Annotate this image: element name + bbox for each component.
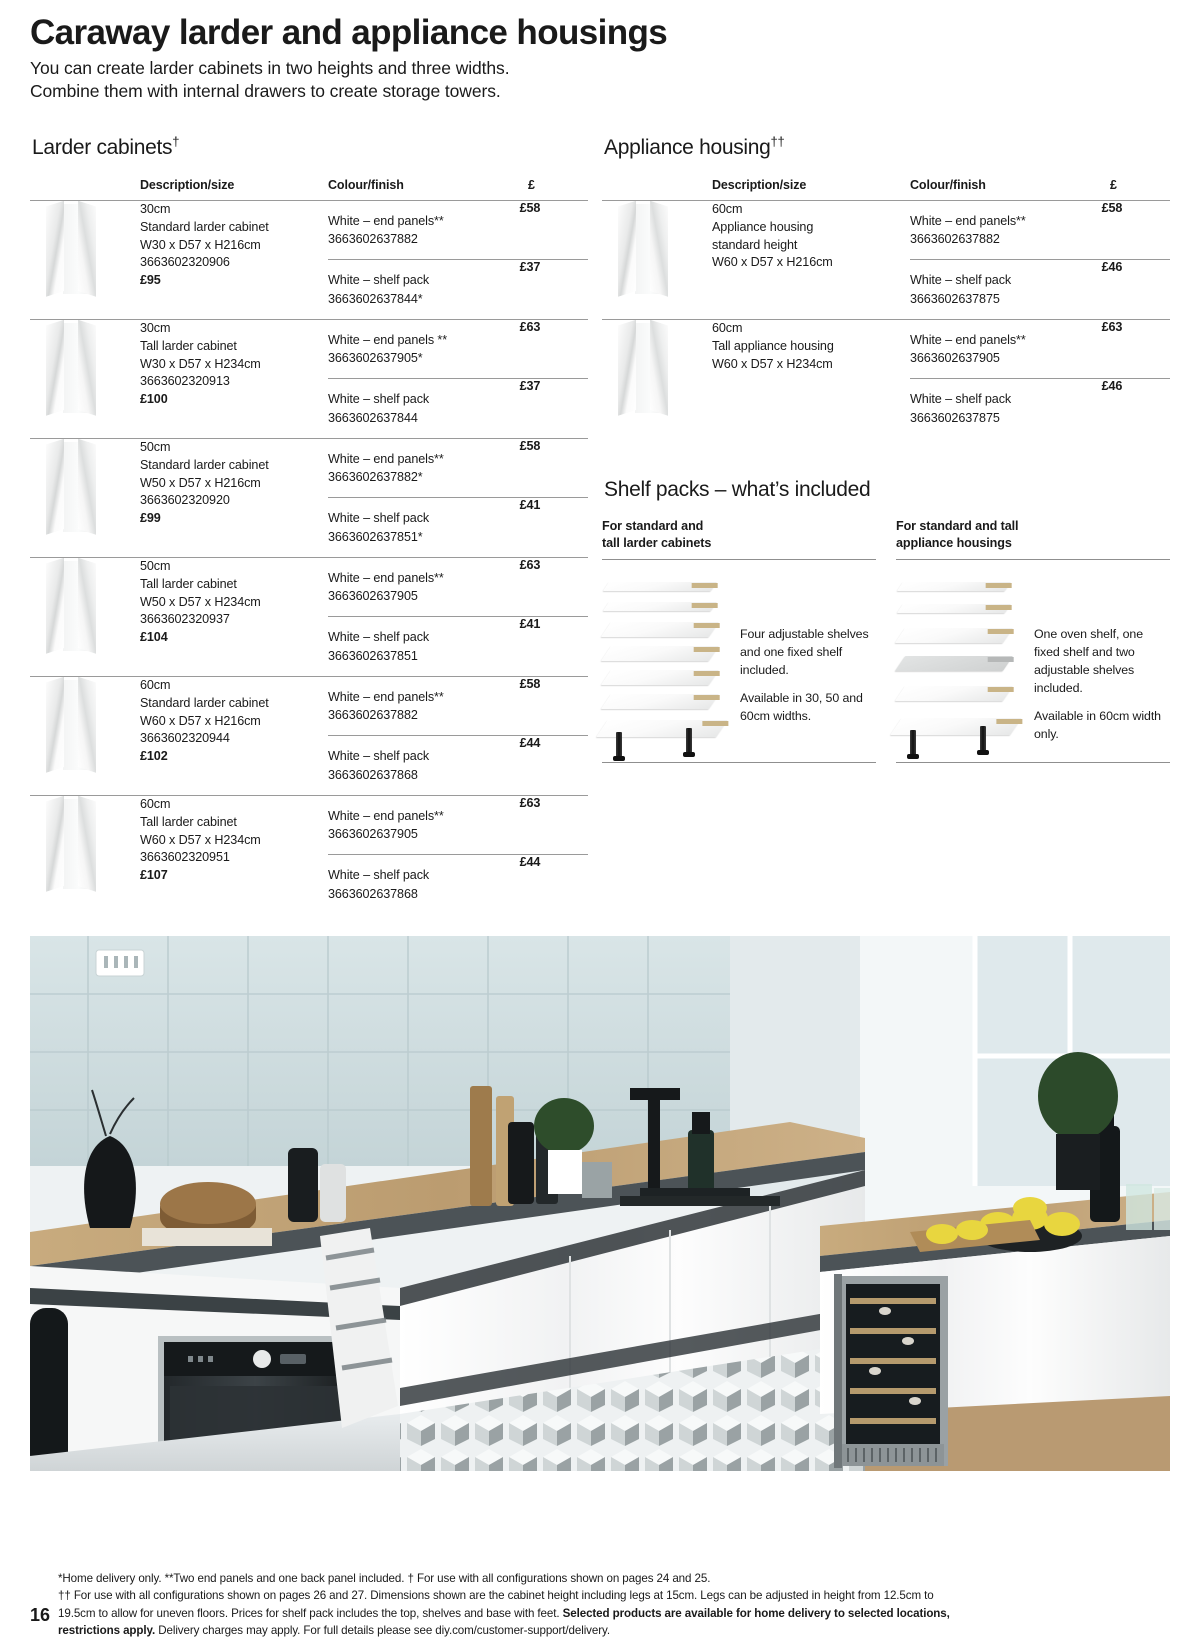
product-name: Appliance housing — [712, 219, 814, 234]
option-price: £44 — [520, 855, 588, 914]
product-price: £107 — [140, 868, 168, 883]
option-colour: White – end panels** — [328, 451, 444, 466]
product-size: 60cm — [140, 796, 171, 811]
option-price: £46 — [1102, 379, 1170, 438]
appliance-col-price: £ — [1110, 177, 1117, 192]
footnote-line-2: †† For use with all configurations shown on pages 26 and 27. Dimensions shown are the cabinet height including legs at 15cm. Legs can be adjusted in height from 12.5cm to — [58, 1589, 934, 1603]
option-colour: White – shelf pack — [328, 511, 430, 526]
product-dimensions: W50 x D57 x H234cm — [140, 594, 261, 609]
larder-column — [30, 134, 588, 914]
appliance-table-body — [602, 200, 1170, 438]
product-code: 3663602320920 — [140, 493, 230, 508]
row-thumbnail-cell — [30, 795, 140, 914]
option-price: £37 — [520, 260, 588, 319]
row-options-cell — [328, 795, 588, 914]
product-price: £95 — [140, 273, 161, 288]
product-options — [328, 558, 588, 676]
option-colour-cell — [328, 439, 520, 498]
product-option-row — [328, 379, 588, 438]
product-dimensions: W60 x D57 x H216cm — [140, 713, 261, 728]
larder-table — [30, 178, 588, 914]
shelf-pack-larder-text-2: Available in 30, 50 and 60cm widths. — [740, 690, 863, 723]
row-description-cell — [140, 676, 328, 795]
option-colour-cell — [910, 379, 1102, 438]
product-dimensions: W50 x D57 x H216cm — [140, 475, 261, 490]
option-price: £46 — [1102, 260, 1170, 319]
option-code: 3663602637851 — [328, 648, 418, 663]
product-option-row — [328, 439, 588, 498]
product-options — [910, 201, 1170, 319]
cabinet-end-panel-left — [46, 558, 64, 654]
option-code: 3663602637882 — [328, 708, 418, 722]
kitchen-lifestyle-photo — [30, 936, 1170, 1471]
product-name: Tall larder cabinet — [140, 338, 237, 353]
product-size: 30cm — [140, 320, 171, 335]
kitchen-photo-illustration — [30, 936, 1170, 1471]
product-code: 3663602320937 — [140, 612, 230, 627]
option-code: 3663602637882 — [910, 232, 1000, 246]
shelf-leg-icon — [686, 728, 692, 754]
cabinet-end-panel-left — [618, 201, 636, 297]
cabinet-end-panel-right — [78, 677, 96, 773]
product-dimensions: W30 x D57 x H216cm — [140, 237, 261, 252]
cabinet-end-panel-left — [46, 201, 64, 297]
table-row — [30, 438, 588, 557]
option-code: 3663602637905 — [910, 351, 1000, 365]
larder-table-body — [30, 200, 588, 914]
product-option-row — [328, 558, 588, 617]
product-option-row — [910, 379, 1170, 438]
product-size: 50cm — [140, 439, 171, 454]
shelf-pack-appliance-body — [896, 560, 1170, 756]
product-dimensions: W60 x D57 x H234cm — [712, 356, 833, 371]
row-description-cell — [140, 319, 328, 438]
product-options — [328, 201, 588, 319]
product-name: Standard larder cabinet — [140, 219, 269, 234]
product-size: 30cm — [140, 201, 171, 216]
product-price: £104 — [140, 630, 168, 645]
row-options-cell — [328, 557, 588, 676]
option-code: 3663602637882* — [328, 470, 423, 484]
shelf-leg-icon — [980, 726, 986, 752]
row-thumbnail-cell — [602, 319, 712, 438]
option-colour: White – shelf pack — [328, 392, 430, 407]
option-price: £58 — [519, 676, 541, 691]
page-title: Caraway larder and appliance housings — [30, 13, 668, 52]
shelf-pack-larder-text-1: Four adjustable shelves and one fixed shelf included. — [740, 626, 869, 677]
row-description-cell — [712, 319, 910, 438]
product-code: 3663602320951 — [140, 850, 230, 865]
oven-shelf-icon — [895, 656, 1013, 671]
appliance-section-title-text: Appliance housing — [604, 135, 771, 159]
catalogue-page — [0, 14, 1200, 1652]
cabinet-end-panels-thumbnail — [44, 439, 108, 535]
cabinet-end-panel-left — [46, 796, 64, 892]
product-option-row — [910, 201, 1170, 260]
row-options-cell — [910, 200, 1170, 319]
row-options-cell — [910, 319, 1170, 438]
option-colour: White – end panels ** — [328, 332, 448, 347]
cabinet-end-panels-thumbnail — [44, 796, 108, 892]
row-options-cell — [328, 438, 588, 557]
option-colour-cell — [328, 320, 520, 379]
row-description-cell — [140, 795, 328, 914]
content-columns — [30, 134, 1170, 914]
appliance-table — [602, 178, 1170, 438]
option-code: 3663602637868 — [328, 767, 418, 782]
option-colour-cell — [910, 201, 1102, 260]
product-options — [328, 439, 588, 557]
larder-section-title-text: Larder cabinets — [32, 135, 173, 159]
page-intro-line-2: Combine them with internal drawers to create storage towers. — [30, 81, 501, 102]
product-name: Tall larder cabinet — [140, 576, 237, 591]
shelf-pack-appliance — [896, 518, 1170, 763]
option-colour: White – shelf pack — [328, 749, 430, 764]
shelf-pack-larder-title-line-2: tall larder cabinets — [602, 535, 712, 550]
option-colour-cell — [328, 855, 520, 914]
footnote-line-1: *Home delivery only. **Two end panels and one back panel included. † For use with all configurations shown on pages 24 and 25. — [58, 1571, 711, 1585]
shelf-stack-illustration-larder — [602, 576, 734, 756]
shelf-pack-appliance-text-1: One oven shelf, one fixed shelf and two adjustable shelves included. — [1034, 626, 1144, 695]
shelf-pack-larder-title-line-1: For standard and — [602, 518, 704, 533]
footnote-line-3-plain: 19.5cm to allow for uneven floors. Prices for shelf pack includes the top, shelves and base with feet. — [58, 1606, 563, 1620]
larder-col-price: £ — [528, 177, 535, 192]
cabinet-end-panel-right — [78, 558, 96, 654]
table-row — [30, 319, 588, 438]
product-option-row — [328, 617, 588, 676]
option-price: £37 — [520, 379, 588, 438]
option-colour-cell — [328, 379, 520, 438]
row-thumbnail-cell — [602, 200, 712, 319]
option-code: 3663602637905* — [328, 351, 423, 365]
product-options — [328, 320, 588, 438]
option-code: 3663602637882 — [328, 232, 418, 246]
shelf-pack-appliance-rule — [896, 762, 1170, 763]
larder-col-thumb — [30, 178, 140, 201]
option-price: £58 — [519, 438, 541, 453]
shelf-pack-larder-body — [602, 560, 876, 756]
option-price: £44 — [520, 736, 588, 795]
row-thumbnail-cell — [30, 200, 140, 319]
row-description-cell — [140, 200, 328, 319]
cabinet-end-panels-thumbnail — [44, 320, 108, 416]
shelf-pack-appliance-title-line-2: appliance housings — [896, 535, 1012, 550]
appliance-header-row — [602, 178, 1170, 201]
product-option-row — [328, 677, 588, 736]
option-colour: White – end panels** — [910, 332, 1026, 347]
cabinet-end-panels-thumbnail — [616, 201, 680, 297]
cabinet-end-panel-right — [78, 796, 96, 892]
product-name: Standard larder cabinet — [140, 695, 269, 710]
shelf-pack-larder-title — [602, 518, 876, 560]
row-options-cell — [328, 200, 588, 319]
option-colour: White – shelf pack — [328, 630, 430, 645]
option-price: £58 — [519, 200, 541, 215]
row-thumbnail-cell — [30, 319, 140, 438]
row-description-cell — [712, 200, 910, 319]
footnotes — [30, 1570, 1180, 1640]
appliance-section-title — [604, 134, 1170, 160]
row-description-cell — [140, 438, 328, 557]
option-colour-cell — [328, 796, 520, 855]
option-colour: White – shelf pack — [328, 868, 430, 883]
product-option-row — [910, 260, 1170, 319]
product-code: 3663602320906 — [140, 255, 230, 270]
footnote-line-3 — [58, 1605, 1180, 1623]
footnote-line-4-plain: Delivery charges may apply. For full details please see diy.com/customer-support/delivery. — [155, 1624, 610, 1638]
product-size: 60cm — [712, 201, 743, 216]
cabinet-end-panel-right — [78, 439, 96, 535]
shelf-packs-columns — [602, 518, 1170, 763]
footnote-line-3-bold: Selected products are available for home delivery to selected locations, — [562, 1606, 950, 1620]
appliance-col-description: Description/size — [712, 177, 807, 192]
appliance-col-colour: Colour/finish — [910, 177, 986, 192]
product-options — [328, 677, 588, 795]
cabinet-end-panel-right — [78, 201, 96, 297]
option-code: 3663602637905 — [328, 827, 418, 841]
appliance-column — [602, 134, 1170, 914]
cabinet-end-panel-right — [650, 201, 668, 297]
shelf-pack-appliance-text — [1034, 576, 1170, 756]
option-code: 3663602637868 — [328, 886, 418, 901]
option-colour: White – end panels** — [328, 570, 444, 585]
product-option-row — [328, 736, 588, 795]
larder-table-head — [30, 178, 588, 201]
row-thumbnail-cell — [30, 676, 140, 795]
product-options — [328, 796, 588, 914]
product-name: Tall larder cabinet — [140, 814, 237, 829]
product-price: £99 — [140, 511, 161, 526]
product-size: 60cm — [712, 320, 743, 335]
product-dimensions: W30 x D57 x H234cm — [140, 356, 261, 371]
product-size: 50cm — [140, 558, 171, 573]
option-price: £41 — [520, 617, 588, 676]
option-colour: White – end panels** — [910, 213, 1026, 228]
option-colour: White – end panels** — [328, 808, 444, 823]
option-colour: White – end panels** — [328, 213, 444, 228]
option-colour-cell — [328, 677, 520, 736]
product-option-row — [328, 260, 588, 319]
option-code: 3663602637851* — [328, 529, 423, 544]
product-name: Tall appliance housing — [712, 338, 834, 353]
cabinet-end-panels-thumbnail — [616, 320, 680, 416]
shelf-packs-heading: Shelf packs – what’s included — [604, 477, 871, 501]
larder-col-description: Description/size — [140, 177, 235, 192]
product-price: £102 — [140, 749, 168, 764]
product-code: 3663602320944 — [140, 731, 230, 746]
product-option-row — [328, 796, 588, 855]
product-dimensions: W60 x D57 x H216cm — [712, 255, 833, 270]
product-code: 3663602320913 — [140, 374, 230, 389]
option-colour: White – end panels** — [328, 689, 444, 704]
option-code: 3663602637875 — [910, 291, 1000, 306]
table-row — [30, 200, 588, 319]
shelf-leg-icon — [910, 730, 916, 756]
product-name: Standard larder cabinet — [140, 457, 269, 472]
larder-header-row — [30, 178, 588, 201]
option-colour-cell — [328, 617, 520, 676]
product-option-row — [910, 320, 1170, 379]
product-option-row — [328, 320, 588, 379]
footnote-line-4-bold: restrictions apply. — [58, 1624, 156, 1638]
cabinet-end-panels-thumbnail — [44, 558, 108, 654]
option-colour-cell — [910, 260, 1102, 319]
page-intro — [30, 57, 1170, 104]
shelf-pack-appliance-title-line-1: For standard and tall — [896, 518, 1019, 533]
table-row — [602, 200, 1170, 319]
appliance-dagger: †† — [770, 133, 785, 149]
appliance-col-thumb — [602, 178, 712, 201]
product-price: £100 — [140, 392, 168, 407]
cabinet-end-panel-left — [46, 677, 64, 773]
table-row — [30, 795, 588, 914]
shelf-pack-larder-text — [740, 576, 876, 756]
row-options-cell — [328, 319, 588, 438]
product-options — [910, 320, 1170, 438]
shelf-pack-larder — [602, 518, 876, 763]
option-price: £41 — [520, 498, 588, 557]
product-size: 60cm — [140, 677, 171, 692]
page-intro-line-1: You can create larder cabinets in two heights and three widths. — [30, 57, 510, 78]
option-colour-cell — [328, 558, 520, 617]
product-option-row — [328, 498, 588, 557]
footnotes-body — [58, 1570, 1180, 1640]
option-code: 3663602637905 — [328, 589, 418, 603]
option-colour-cell — [328, 201, 520, 260]
option-colour-cell — [328, 260, 520, 319]
row-thumbnail-cell — [30, 557, 140, 676]
option-price: £63 — [1101, 319, 1123, 334]
shelf-leg-icon — [616, 732, 622, 758]
shelf-pack-appliance-text-2: Available in 60cm width only. — [1034, 708, 1161, 741]
option-colour-cell — [910, 320, 1102, 379]
row-description-cell — [140, 557, 328, 676]
product-name-2: standard height — [712, 237, 798, 252]
page-number: 16 — [30, 1605, 51, 1625]
cabinet-end-panel-right — [650, 320, 668, 416]
option-price: £63 — [519, 557, 541, 572]
product-dimensions: W60 x D57 x H234cm — [140, 832, 261, 847]
cabinet-end-panels-thumbnail — [44, 677, 108, 773]
shelf-pack-appliance-title — [896, 518, 1170, 560]
row-thumbnail-cell — [30, 438, 140, 557]
table-row — [602, 319, 1170, 438]
larder-section-title — [32, 134, 588, 160]
shelf-stack-illustration-appliance — [896, 576, 1028, 756]
option-price: £58 — [1101, 200, 1123, 215]
appliance-table-head — [602, 178, 1170, 201]
cabinet-end-panels-thumbnail — [44, 201, 108, 297]
option-price: £63 — [519, 319, 541, 334]
row-options-cell — [328, 676, 588, 795]
option-code: 3663602637875 — [910, 410, 1000, 425]
product-option-row — [328, 201, 588, 260]
option-colour: White – shelf pack — [910, 273, 1012, 288]
shelf-packs-section — [602, 478, 1170, 763]
table-row — [30, 557, 588, 676]
cabinet-end-panel-left — [46, 439, 64, 535]
product-option-row — [328, 855, 588, 914]
larder-col-colour: Colour/finish — [328, 177, 404, 192]
option-price: £63 — [519, 795, 541, 810]
option-colour: White – shelf pack — [910, 392, 1012, 407]
footnote-line-4 — [58, 1622, 1180, 1640]
option-code: 3663602637844* — [328, 291, 423, 306]
cabinet-end-panel-left — [46, 320, 64, 416]
shelf-pack-larder-rule — [602, 762, 876, 763]
table-row — [30, 676, 588, 795]
option-code: 3663602637844 — [328, 410, 418, 425]
cabinet-end-panel-right — [78, 320, 96, 416]
cabinet-end-panel-left — [618, 320, 636, 416]
option-colour-cell — [328, 736, 520, 795]
option-colour: White – shelf pack — [328, 273, 430, 288]
larder-dagger: † — [172, 133, 180, 149]
option-colour-cell — [328, 498, 520, 557]
